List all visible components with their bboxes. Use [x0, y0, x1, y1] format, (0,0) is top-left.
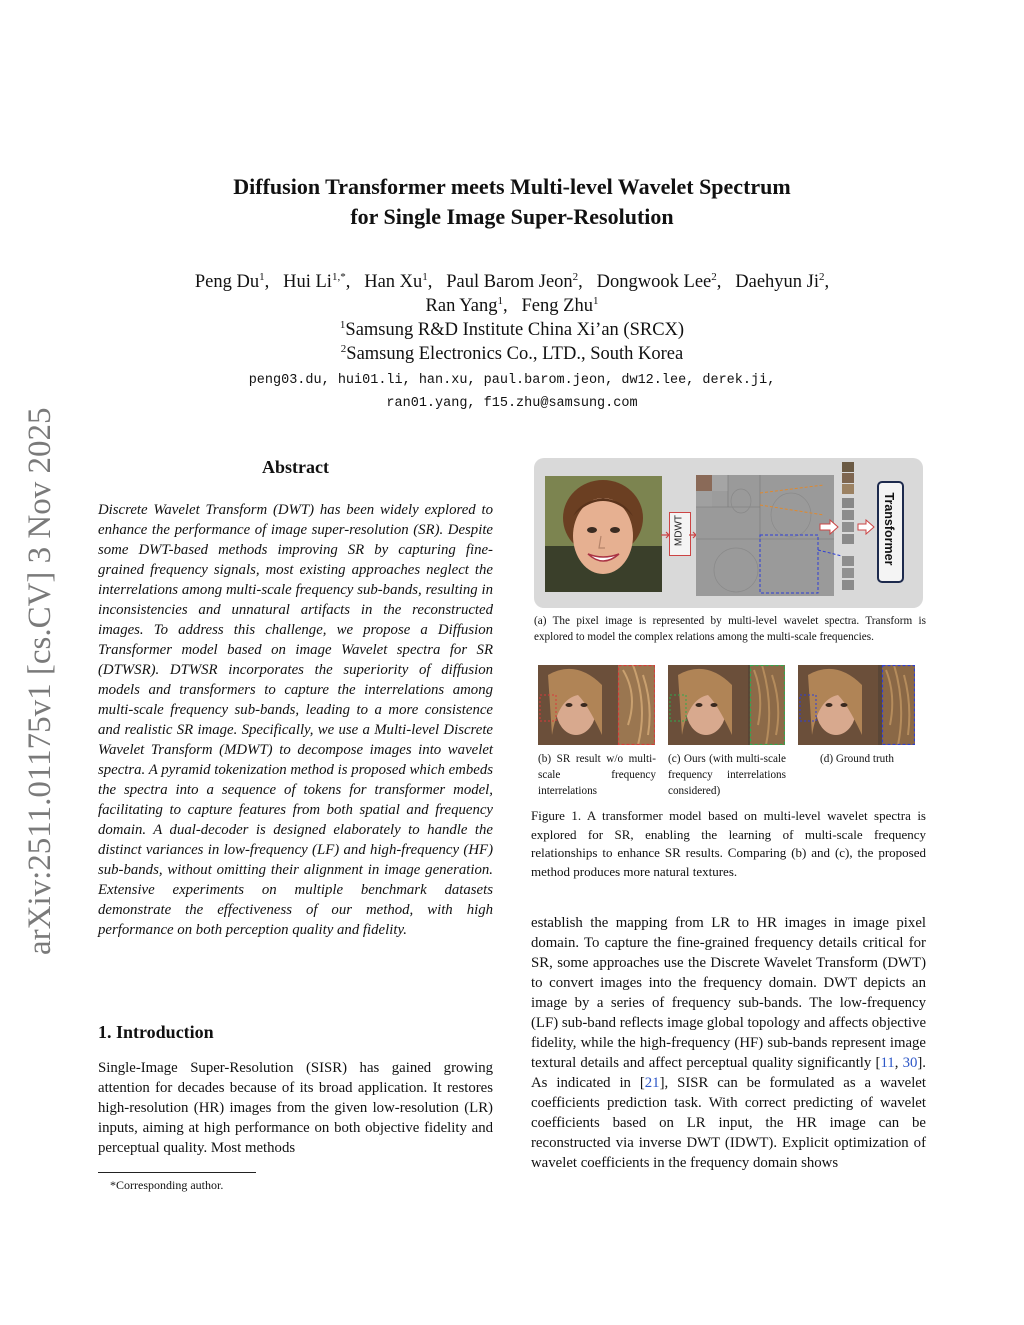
author: Daehyun Ji	[735, 272, 819, 292]
author: Han Xu	[364, 272, 423, 292]
intro-text: Single-Image Super-Resolution (SISR) has gained growing attention for decades because of its broad application. It restores high-resolution (HR) images from the given low-resolution (LR) inputs, aiming at high performance on both objective fidelity and perceptual quality. Most methods	[98, 1060, 493, 1156]
affiliation: Samsung Electronics Co., LTD., South Korea	[346, 344, 684, 364]
author-affil-mark: 1	[259, 270, 265, 283]
face-portrait-image	[545, 476, 662, 592]
mdwt-label: MDWT	[673, 514, 685, 547]
figure-1d-caption: (d) Ground truth	[820, 753, 894, 765]
footnote: *Corresponding author.	[110, 1178, 224, 1192]
author-affil-mark: 2	[572, 270, 579, 283]
figure-1c-caption: (c) Ours (with multi-scale frequency interrelations considered)	[668, 753, 786, 797]
figure-1a-caption: (a) The pixel image is represented by multi-level wavelet spectra. Transform is explored to model the complex relations among the multi-scale frequencies.	[534, 615, 926, 643]
citation-link[interactable]: 30	[902, 1055, 918, 1071]
body-text: ]. As indicated in [	[531, 1055, 926, 1091]
title-line-1: Diffusion Transformer meets Multi-level Wavelet Spectrum	[233, 174, 791, 199]
footnote-rule	[98, 1172, 256, 1173]
author-affil-mark: 1	[422, 270, 428, 283]
author-affil-mark: 2	[711, 270, 717, 283]
body-text: establish the mapping from LR to HR images in image pixel domain. To capture the fine-grained frequency details critical for SR, some approaches use the Discrete Wavelet Transform (DWT) to convert images into the frequency domain. DWT depicts an image by a series of frequency sub-bands. The low-frequency (LF) sub-band reflects image global topology and affects objective fidelity, while the high-frequency (HF) sub-bands represent image textural details and affect perceptual quality significantly [	[531, 915, 927, 1071]
citation-separator: ,	[894, 1055, 903, 1071]
author-affil-mark: 1	[592, 294, 599, 307]
body-text: ], SISR can be formulated as a wavelet coefficients prediction task. With correct predicting of wavelet coefficients based on LR input, the HR image can be reconstructed via inverse DWT (IDWT). Explicit optimization of wavelet coefficients in the frequency domain shows	[531, 1075, 926, 1171]
author: Ran Yang	[425, 296, 498, 316]
affil-mark: 1	[339, 318, 346, 331]
wavelet-spectrum-diagram	[696, 475, 834, 596]
sr-result-ours-image	[668, 665, 785, 745]
citation-link[interactable]: 11	[880, 1055, 895, 1071]
author: Peng Du	[194, 272, 260, 292]
author: Paul Barom Jeon	[446, 272, 573, 292]
figure-1-caption: Figure 1. A transformer model based on multi-level wavelet spectra is explored for SR, enabling the learning of multi-scale frequency relationships to enhance SR results. Comparing (b) and (c), the proposed method produces more natural textures.	[531, 808, 926, 879]
sr-result-baseline-image	[538, 665, 655, 745]
author-emails	[0, 369, 1024, 415]
affiliation: Samsung R&D Institute China Xi’an (SRCX)	[345, 320, 685, 340]
author: Hui Li	[283, 272, 332, 292]
ground-truth-image	[798, 665, 915, 745]
email-line-2: ran01.yang, f15.zhu@samsung.com	[386, 396, 638, 411]
affil-mark: 2	[340, 342, 347, 355]
intro-heading: 1. Introduction	[98, 1022, 214, 1042]
author-affil-mark: 1	[497, 294, 504, 307]
transformer-label: Transformer	[882, 492, 896, 566]
paper-title	[0, 172, 1024, 232]
citation-link[interactable]: 21	[644, 1075, 660, 1091]
author: Feng Zhu	[521, 296, 593, 316]
title-line-2: for Single Image Super-Resolution	[350, 204, 674, 229]
abstract-heading: Abstract	[262, 457, 329, 477]
email-line-1: peng03.du, hui01.li, han.xu, paul.barom.jeon, dw12.lee, derek.ji,	[248, 373, 776, 388]
right-column-text	[531, 913, 926, 1173]
author-list: Peng Du$^1$, Hui $Li^{1,*}$, Han Xu$^1$, Paul Barom Jeon$^2$, Dongwook Lee$^2$, Daehyun Ji$^2$, Ran Yang$^1$, Feng Zhu$^1$	[194, 270, 830, 316]
affiliations	[0, 318, 1024, 366]
author: Dongwook Lee	[596, 272, 712, 292]
author-affil-mark: 2	[819, 270, 825, 283]
figure-1b-caption: (b) SR result w/o multi-scale frequency interrelations	[538, 753, 656, 797]
author-affil-mark: 1,*	[331, 270, 346, 283]
token-sequence	[818, 460, 876, 600]
abstract-text: Discrete Wavelet Transform (DWT) has been widely explored to enhance the performance of image super-resolution (SR). Despite some DWT-based methods improving SR by capturing fine-grained frequency signals, most existing approaches neglect the interrelations among multi-scale frequency sub-bands, resulting in inconsistencies and unnatural artifacts in the reconstructed images. To address this challenge, we propose a Diffusion Transformer model based on image Wavelet spectra for SR (DTWSR). DTWSR incorporates the superiority of diffusion models and transformers to capture the interrelations among multi-scale frequency sub-bands, leading to a more consistence and realistic SR image. Specifically, we use a Multi-level Discrete Wavelet Transform (MDWT) to decompose images into wavelet spectra. A pyramid tokenization method is proposed which embeds the spectra into a sequence of tokens for transformer model, facilitating to capture features from both spatial and frequency domain. A dual-decoder is designed elaborately to handle the distinct variances in low-frequency (LF) and high-frequency (HF) sub-bands, without omitting their alignment in image generation. Extensive experiments on multiple benchmark datasets demonstrate the effectiveness of our method, with high performance on both perception quality and fidelity.	[98, 502, 493, 938]
arxiv-stamp: arXiv:2511.01175v1 [cs.CV] 3 Nov 2025	[22, 407, 58, 955]
